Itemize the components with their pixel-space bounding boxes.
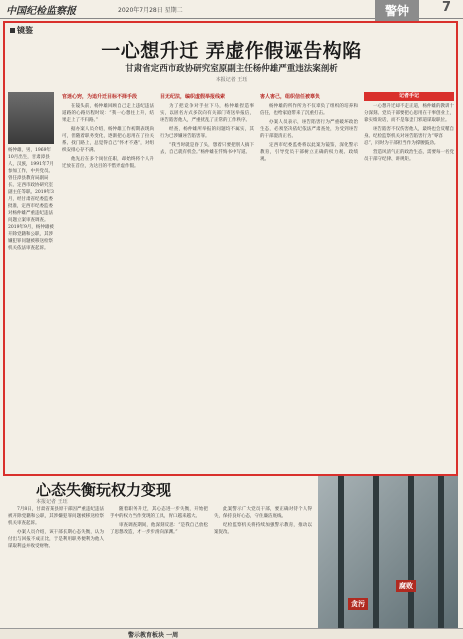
second-column-1 xyxy=(8,506,104,628)
second-byline: 本报记者 王珏 xyxy=(36,499,68,505)
paragraph: 据办案人员介绍，杨仲雄工作初期表现尚可，但随着职务变化，逐渐把心思用在了拉关系、找门路上，总觉得自己“怀才不遇”，对组织安排心存不满。 xyxy=(62,127,154,153)
paragraph: 办案人员表示，诬告陷害行为严重破坏政治生态，必须坚决依纪依法严肃查处，为受到诬告的干部澄清正名。 xyxy=(260,120,358,139)
paragraph: 办案人员介绍，该干部长期心态失衡，认为付出与回报不成正比，于是利用职务便利为他人谋取利益并收受财物。 xyxy=(8,530,104,549)
paragraph: 审查调查期间，他深刻反思：“是我自己放松了思想改造，才一步步滑向深渊。” xyxy=(110,523,208,535)
paragraph: 杨仲雄的所作所为不仅辜负了组织的培养和信任，也给家庭带来了沉重打击。 xyxy=(260,104,358,116)
sidebar-title: 记者手记 xyxy=(364,92,454,101)
second-headline: 心态失衡玩权力变现 xyxy=(36,481,172,499)
lead-subheadline: 甘肃省定西市政协研究室原副主任杨仲雄严重违法案剖析 xyxy=(125,64,338,74)
illustration-cartoon xyxy=(318,476,458,628)
footer-text: 警示教育板块 一周 xyxy=(128,632,179,639)
second-column-3 xyxy=(214,506,312,628)
lead-headline: 一心想升迁 弄虚作假诬告构陷 xyxy=(101,40,362,62)
cage-bar xyxy=(438,476,444,628)
paragraph: 诬告陷害不仅伤害他人，最终也会反噬自身。纪检监察机关对诬告陷害行为“零容忍”，同时为干部担当作为撑腰鼓劲。 xyxy=(364,127,454,146)
paragraph: 纪检监察机关将持续加强警示教育，推动以案促改。 xyxy=(214,523,312,535)
section-heading: 害人害己，组织信任被辜负 xyxy=(260,94,321,100)
paragraph: 7月8日，甘肃省某县原干部因严重违纪违法被开除党籍和公职，其涉嫌犯罪问题被移送检察机关审查起诉。 xyxy=(8,507,104,526)
second-column-2 xyxy=(110,506,208,628)
paragraph: 为了把竞争对手拉下马，杨仲雄捏造事实，以匿名方式多次向有关部门寄送举报信，诬告陷害他人，严重扰乱了正常的工作秩序。 xyxy=(160,104,254,123)
lead-column-3 xyxy=(260,92,358,472)
issue-date: 2020年7月28日 星期二 xyxy=(118,7,183,14)
cartoon-label: 腐败 xyxy=(396,580,416,592)
paragraph: 此案警示广大党员干部，要正确对待个人得失，保持良好心态，守住廉洁底线。 xyxy=(214,507,312,519)
column-tag-label: 镜鉴 xyxy=(17,26,33,35)
lead-column-2 xyxy=(160,92,254,472)
portrait-photo xyxy=(8,92,54,144)
paragraph: 他先后在多个岗位任职，却始终将个人升迁放在首位，为达目的不惜弄虚作假。 xyxy=(62,157,154,169)
lead-column-1 xyxy=(62,92,154,472)
paragraph: “我当时就是昏了头，想着只要把别人搞下去，自己就有机会。”杨仲雄在忏悔书中写道。 xyxy=(160,143,254,155)
cage-bar xyxy=(373,476,379,628)
paragraph: 经查，杨仲雄所举报的问题均不属实，其行为已涉嫌诬告陷害罪。 xyxy=(160,127,254,139)
cage-bar xyxy=(338,476,344,628)
section-title: 警钟 xyxy=(375,0,419,21)
section-heading: 目无纪法，编织虚假举报线索 xyxy=(160,94,226,100)
section-heading: 官迷心窍，为追升迁目标不择手段 xyxy=(62,94,138,100)
paragraph: 营造风清气正的政治生态，需要每一名党员干部守纪律、讲规矩。 xyxy=(364,150,454,162)
cage-bar xyxy=(408,476,414,628)
column-tag xyxy=(10,25,33,36)
square-bullet-icon xyxy=(10,28,15,33)
sidebar-commentary xyxy=(364,92,454,472)
paragraph: 随着职务升迁，其心态进一步失衡，开始把手中的权力当作变现的工具，胃口越来越大。 xyxy=(110,507,208,519)
newspaper-logo: 中国纪检监察报 xyxy=(6,6,76,17)
photo-caption: 杨仲雄，男，1969年10月出生，甘肃漳县人，汉族，1991年7月参加工作，中共党员。曾任漳县教育局副局长、定西市政协研究室副主任等职。2019年3月，经甘肃省纪委监委批准，定西市纪委监委对杨仲雄严重违纪违法问题立案审查调查。2019年9月，杨仲雄被开除党籍和公职，其涉嫌犯罪问题被移送检察机关依法审查起诉。 xyxy=(8,148,54,251)
masthead xyxy=(0,0,463,19)
cartoon-label: 贪污 xyxy=(348,598,368,610)
page-number: 7 xyxy=(441,0,451,15)
paragraph: 在镜头前，杨仲雄回顾自己走上违纪违法道路的心路历程时说：“我一心想往上升，结果走上了不归路。” xyxy=(62,104,154,123)
paragraph: 定西市纪委监委将以此案为镜鉴，深化警示教育，引导党员干部树立正确的权力观、政绩观。 xyxy=(260,143,358,162)
paragraph: 一心想升迁却不走正道，杨仲雄的教训十分深刻。党员干部要把心思用在干事创业上，靠实绩说话，而不是靠歪门邪道谋取职位。 xyxy=(364,104,454,123)
page-footer xyxy=(0,628,463,639)
lead-byline: 本报记者 王珏 xyxy=(215,77,248,83)
